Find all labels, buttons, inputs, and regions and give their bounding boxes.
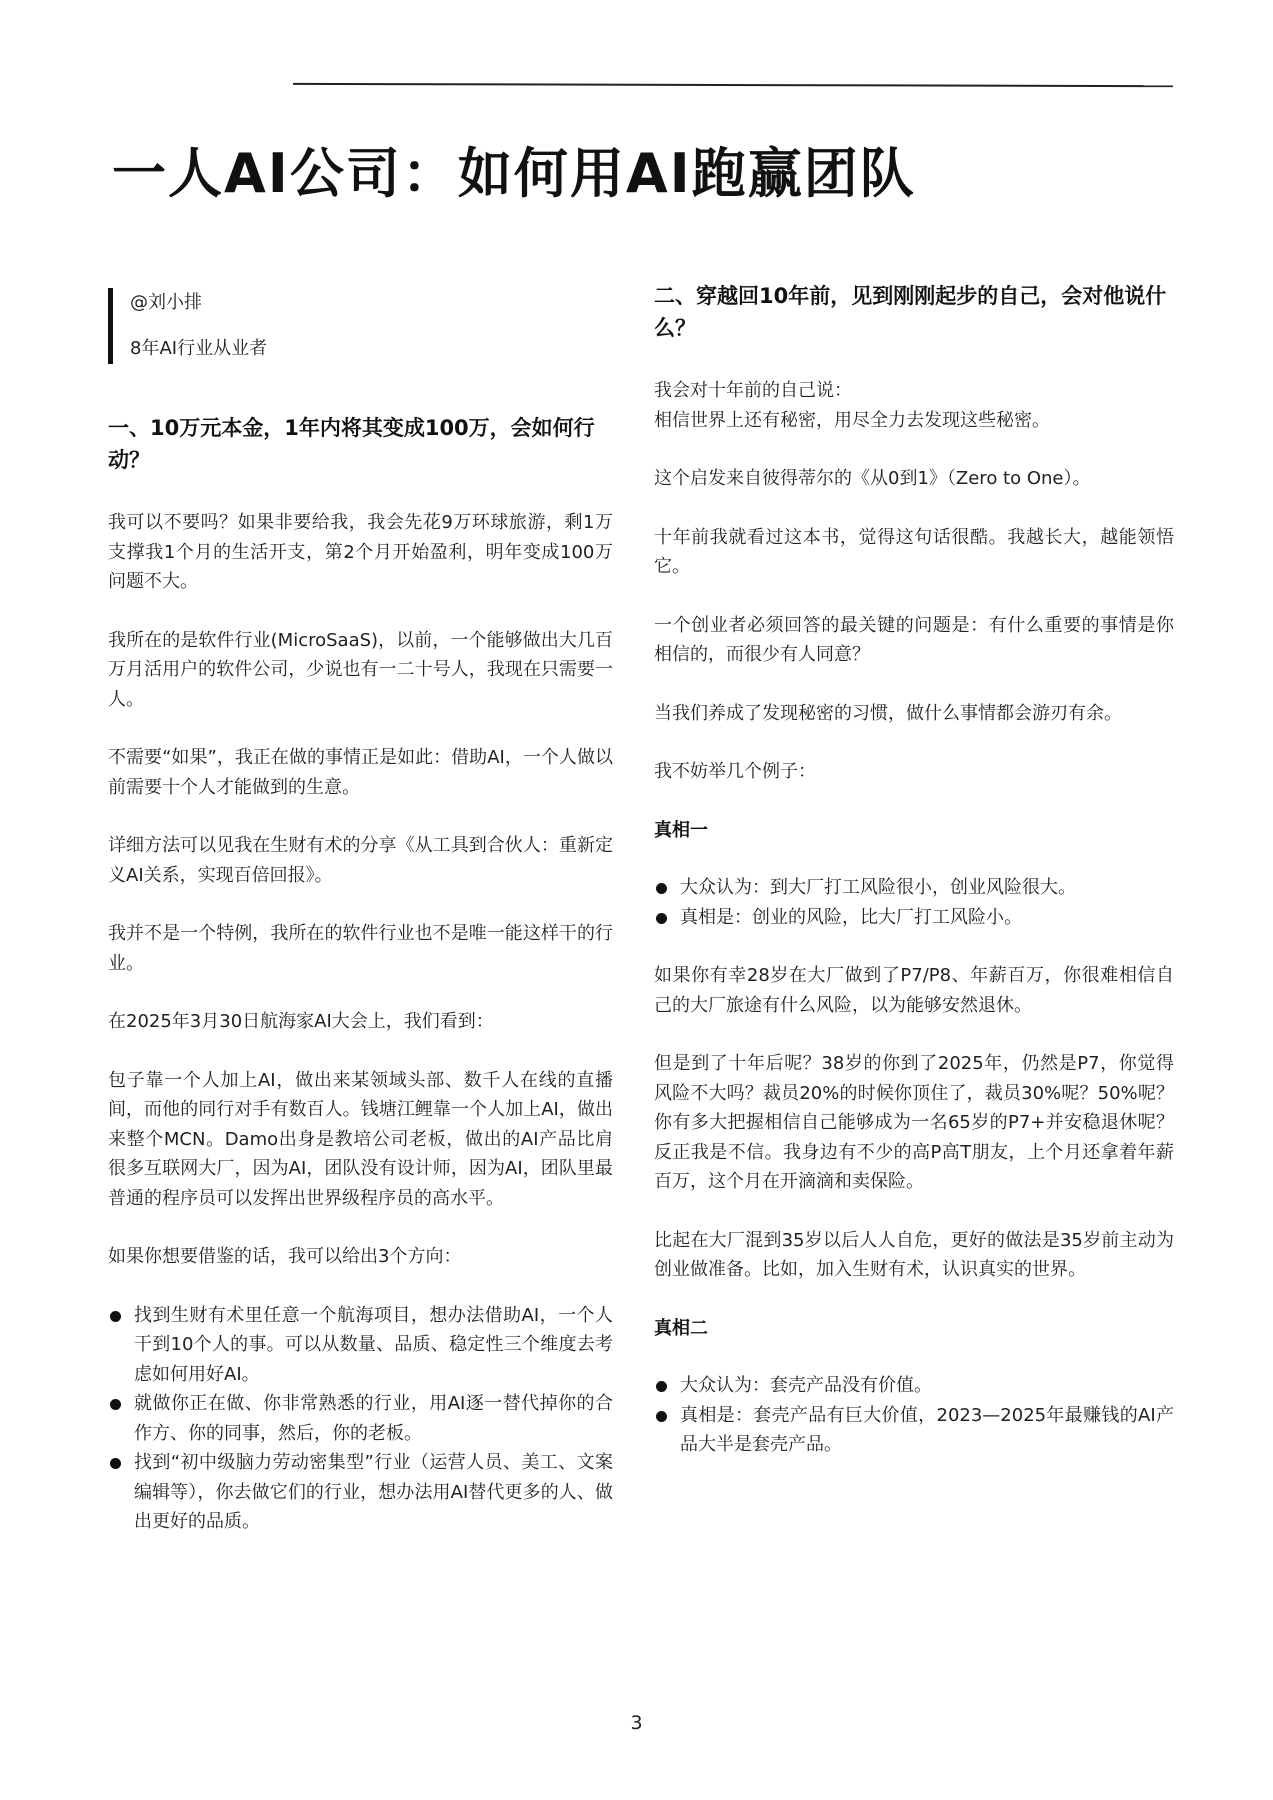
paragraph: 但是到了十年后呢？38岁的你到了2025年，仍然是P7，你觉得风险不大吗？裁员20%的时候你顶住了，裁员30%呢？50%呢？你有多大把握相信自己能够成为一名65岁的P7+并安稳退休呢？反正我是不信。我身边有不少的高P高T朋友，上个月还拿着年薪百万，这个月在开滴滴和卖保险。 (654, 1053, 1174, 1192)
bullet-list (654, 873, 1174, 932)
section-heading-2: 二、穿越回10年前，见到刚刚起步的自己，会对他说什么？ (654, 284, 1167, 340)
paragraph: 详细方法可以见我在生财有术的分享《从工具到合伙人：重新定义AI关系，实现百倍回报》。 (108, 835, 613, 886)
list-item: 就做你正在做、你非常熟悉的行业，用AI逐一替代掉你的合作方、你的同事，然后，你的老板。 (108, 1389, 613, 1448)
page-number: 3 (630, 1712, 643, 1734)
author-handle: @刘小排 (130, 292, 202, 313)
paragraph: 这个启发来自彼得蒂尔的《从0到1》（Zero to One）。 (654, 468, 1091, 489)
paragraph: 我不妨举几个例子： (654, 761, 816, 782)
author-block (108, 280, 613, 372)
truth-one-heading: 真相一 (654, 819, 708, 841)
list-item: 真相是：套壳产品有巨大价值，2023—2025年最赚钱的AI产品大半是套壳产品。 (654, 1401, 1174, 1460)
paragraph: 包子靠一个人加上AI，做出来某领域头部、数千人在线的直播间，而他的同行对手有数百人。钱塘江鲤靠一个人加上AI，做出来整个MCN。Damo出身是教培公司老板，做出的AI产品比肩很多互联网大厂，因为AI，团队没有设计师，因为AI，团队里最普通的程序员可以发挥出世界级程序员的高水平。 (108, 1069, 613, 1209)
header-rule (293, 83, 1173, 87)
list-item: 找到“初中级脑力劳动密集型”行业（运营人员、美工、文案编辑等），你去做它们的行业，想办法用AI替代更多的人、做出更好的品质。 (108, 1448, 613, 1537)
paragraph: 当我们养成了发现秘密的习惯，做什么事情都会游刃有余。 (654, 702, 1122, 724)
paragraph: 我并不是一个特例，我所在的软件行业也不是唯一能这样干的行业。 (108, 923, 613, 974)
paragraph: 十年前我就看过这本书，觉得这句话很酷。我越长大，越能领悟它。 (654, 526, 1174, 577)
paragraph-line: 相信世界上还有秘密，用尽全力去发现这些秘密。 (654, 409, 1050, 431)
bullet-list (108, 1301, 613, 1537)
paragraph (654, 376, 1174, 435)
list-item: 大众认为：到大厂打工风险很小，创业风险很大。 (654, 873, 1174, 903)
right-column (654, 280, 1174, 1489)
truth-two-heading: 真相二 (654, 1317, 708, 1339)
left-column (108, 280, 613, 1566)
paragraph: 比起在大厂混到35岁以后人人自危，更好的做法是35岁前主动为创业做准备。比如，加入生财有术，认识真实的世界。 (654, 1229, 1174, 1280)
section-heading-1: 一、10万元本金，1年内将其变成100万，会如何行动？ (108, 416, 595, 472)
list-item: 找到生财有术里任意一个航海项目，想办法借助AI，一个人干到10个人的事。可以从数量、品质、稳定性三个维度去考虑如何用好AI。 (108, 1301, 613, 1390)
list-item: 真相是：创业的风险，比大厂打工风险小。 (654, 903, 1174, 933)
paragraph: 我可以不要吗？如果非要给我，我会先花9万环球旅游，剩1万支撑我1个月的生活开支，第2个月开始盈利，明年变成100万问题不大。 (108, 512, 613, 592)
author-accent-bar (108, 288, 113, 364)
list-item: 大众认为：套壳产品没有价值。 (654, 1371, 1174, 1401)
paragraph: 在2025年3月30日航海家AI大会上，我们看到： (108, 1011, 494, 1032)
author-bio: 8年AI行业从业者 (130, 338, 268, 359)
paragraph: 如果你想要借鉴的话，我可以给出3个方向： (108, 1246, 462, 1267)
paragraph: 我所在的是软件行业(MicroSaaS)，以前，一个能够做出大几百万月活用户的软件公司，少说也有一二十号人，我现在只需要一人。 (108, 629, 613, 710)
paragraph: 不需要“如果”，我正在做的事情正是如此：借助AI，一个人做以前需要十个人才能做到的生意。 (108, 747, 613, 798)
paragraph-line: 我会对十年前的自己说： (654, 380, 852, 401)
bullet-list (654, 1371, 1174, 1460)
paragraph: 如果你有幸28岁在大厂做到了P7/P8、年薪百万，你很难相信自己的大厂旅途有什么风险，以为能够安然退休。 (654, 965, 1174, 1016)
paragraph: 一个创业者必须回答的最关键的问题是：有什么重要的事情是你相信的，而很少有人同意？ (654, 614, 1174, 665)
page-title: 一人AI公司：如何用AI跑赢团队 (112, 142, 916, 205)
